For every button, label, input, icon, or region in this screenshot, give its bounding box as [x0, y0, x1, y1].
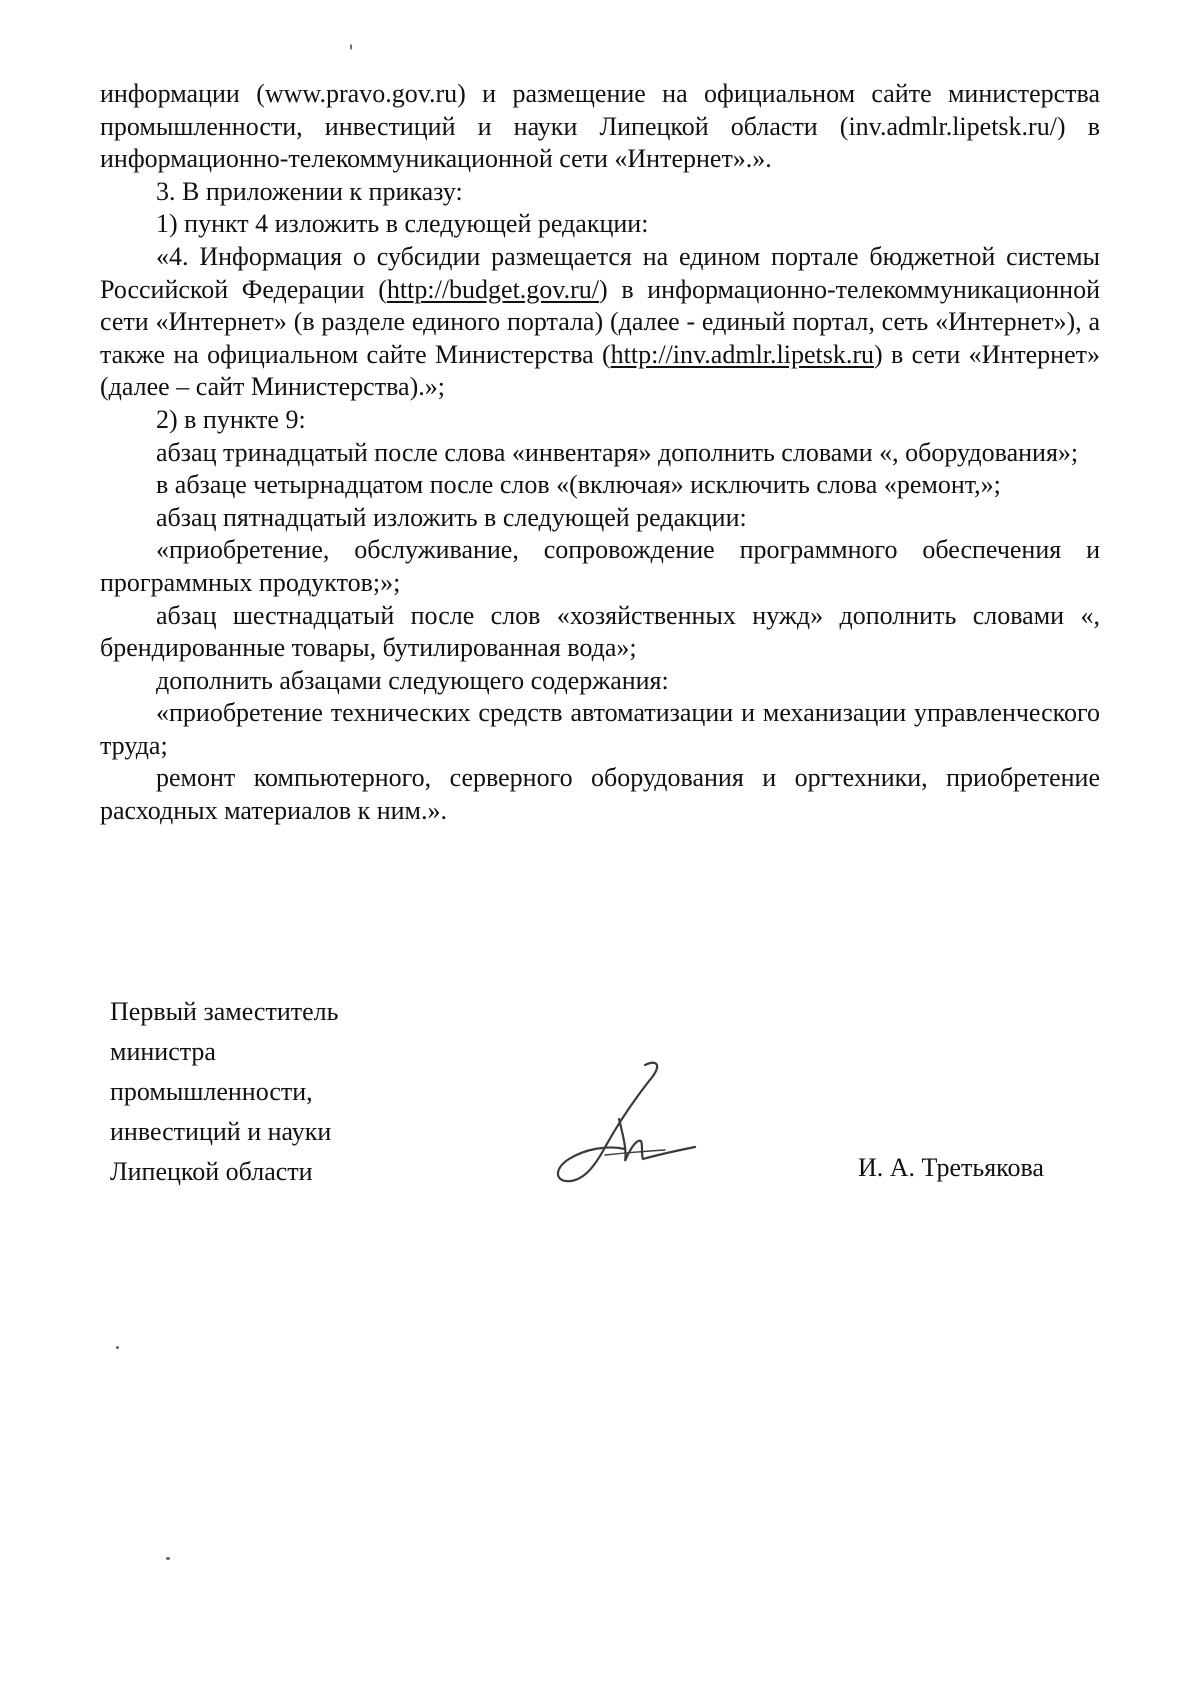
paragraph-subitem-1: 1) пункт 4 изложить в следующей редакции: [156, 209, 649, 239]
ministry-site-link[interactable]: http://inv.admlr.lipetsk.ru [610, 339, 875, 369]
scan-speck [166, 1557, 170, 1560]
document-body [100, 78, 1100, 828]
paragraph-fourteenth: в абзаце четырнадцатом после слов «(включая» исключить слова «ремонт,»; [156, 470, 1001, 500]
paragraph-thirteenth: абзац тринадцатый после слова «инвентаря» дополнить словами «, оборудования»; [156, 437, 1079, 467]
item-4-text-part-1: «4. Информация о субсидии размещается на едином портале бюджетной системы Российской Федерации ( [100, 241, 1100, 304]
scan-speck [116, 1346, 119, 1349]
scan-speck [350, 44, 352, 50]
paragraph-item-3: 3. В приложении к приказу: [156, 176, 463, 206]
signatory-line: промышленности, [110, 1077, 313, 1106]
signatory-position [110, 992, 338, 1192]
paragraph-repair: ремонт компьютерного, серверного оборудования и оргтехники, приобретение расходных материалов к ним.». [100, 763, 1100, 826]
paragraph-software: «приобретение, обслуживание, сопровождение программного обеспечения и программных продуктов;»; [100, 535, 1100, 597]
paragraph-automation: «приобретение технических средств автоматизации и механизации управленческого труда; [100, 698, 1100, 760]
item-4-text-part-3: ) в сети «Интернет» (далее – сайт Министерства).»; [100, 339, 1100, 402]
paragraph-item-4-text [100, 241, 1100, 404]
paragraph-subitem-2: 2) в пункте 9: [156, 404, 306, 434]
paragraph-publication: информации (www.pravo.gov.ru) и размещение на официальном сайте министерства промышленности, инвестиций и науки Липецкой области (inv.admlr.lipetsk.ru/) в информационно-телекоммуникационной сети «Интернет».». [100, 79, 1100, 174]
signatory-line: Первый заместитель [110, 997, 339, 1026]
signatory-line: инвестиций и науки [110, 1117, 332, 1146]
handwritten-signature-icon [545, 1055, 715, 1185]
signer-name: И. А. Третьякова [858, 1153, 1044, 1182]
item-4-text-part-2: ) в информационно-телекоммуникационной сети «Интернет» (в разделе единого портала) (далее - единый портал, сеть «Интернет»), а также на официальном сайте Министерства ( [100, 274, 1100, 369]
paragraph-fifteenth: абзац пятнадцатый изложить в следующей редакции: [156, 502, 747, 532]
paragraph-add-paragraphs: дополнить абзацами следующего содержания: [156, 665, 669, 695]
signatory-line: министра [110, 1037, 216, 1066]
signatory-line: Липецкой области [110, 1157, 313, 1186]
budget-portal-link[interactable]: http://budget.gov.ru/ [386, 274, 599, 304]
paragraph-sixteenth: абзац шестнадцатый после слов «хозяйственных нужд» дополнить словами «, брендированные товары, бутилированная вода»; [100, 600, 1100, 663]
